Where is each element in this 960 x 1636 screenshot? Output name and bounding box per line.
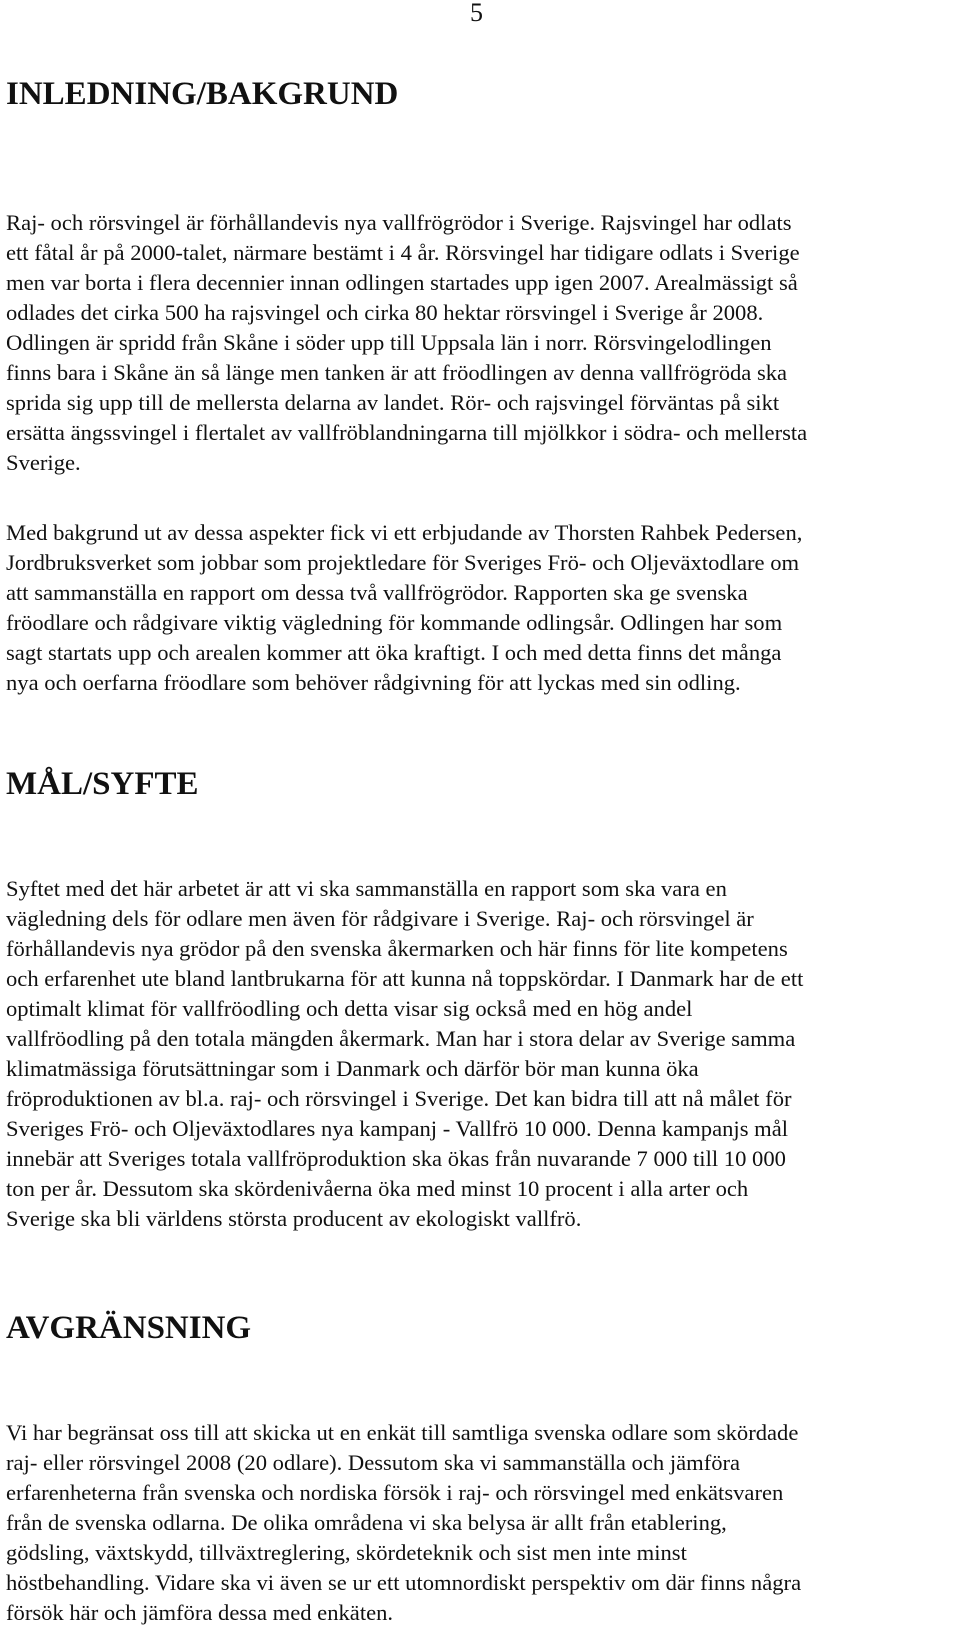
paragraph-text: Raj- och rörsvingel är förhållandevis nya vallfrögrödor i Sverige. Rajsvingel har odlats ett fåtal år på 2000-talet, närmare bestämt i 4 år. Rörsvingel har tidigare odlats i Sverige men var borta i flera decennier innan odlingen startades upp igen 2007. Arealmässigt så odlades det cirka 500 ha rajsvingel och cirka 80 hektar rörsvingel i Sverige år 2008. Odlingen är spridd från Skåne i söder upp till Uppsala län i norr. Rörsvingelodlingen finns bara i Skåne än så länge men tanken är att fröodlingen av denna vallfrögröda ska sprida sig upp till de mellersta delarna av landet. Rör- och rajsvingel förväntas på sikt ersätta ängssvingel i flertalet av vallfröblandningarna till mjölkkor i södra- och mellersta Sverige.: [6, 210, 808, 475]
section-heading-mal-syfte: [6, 764, 946, 804]
paragraph-text: Med bakgrund ut av dessa aspekter fick vi ett erbjudande av Thorsten Rahbek Pedersen, Jordbruksverket som jobbar som projektledare för Sveriges Frö- och Oljeväxtodlare om att sammanställa en rapport om dessa två vallfrögrödor. Rapporten ska ge svenska fröodlare och rådgivare viktig vägledning för kommande odlingsår. Odlingen har som sagt startats upp och arealen kommer att öka kraftigt. I och med detta finns det många nya och oerfarna fröodlare som behöver rådgivning för att lyckas med sin odling.: [6, 520, 803, 695]
heading-inledning-bakgrund: INLEDNING/BAKGRUND: [6, 76, 399, 112]
paragraph-syfte: [6, 874, 946, 1234]
paragraph-bakgrund-2: [6, 518, 946, 698]
paragraph-text: Vi har begränsat oss till att skicka ut en enkät till samtliga svenska odlare som skördade raj- eller rörsvingel 2008 (20 odlare). Dessutom ska vi sammanställa och jämföra erfarenheterna från svenska och nordiska försök i raj- och rörsvingel med enkätsvaren från de svenska odlarna. De olika områdena vi ska belysa är allt från etablering, gödsling, växtskydd, tillväxtreglering, skördeteknik och sist men inte minst höstbehandling. Vidare ska vi även se ur ett utomnordiskt perspektiv om där finns några försök här och jämföra dessa med enkäten.: [6, 1420, 802, 1625]
paragraph-avgransning: [6, 1418, 946, 1628]
heading-mal-syfte: MÅL/SYFTE: [6, 766, 199, 802]
section-heading-inledning: [6, 74, 946, 114]
section-heading-avgransning: [6, 1308, 946, 1348]
paragraph-text: Syftet med det här arbetet är att vi ska sammanställa en rapport som ska vara en vägledning dels för odlare men även för rådgivare i Sverige. Raj- och rörsvingel är förhållandevis nya grödor på den svenska åkermarken och här finns för lite kompetens och erfarenhet ute bland lantbrukarna för att kunna nå toppskördar. I Danmark har de ett optimalt klimat för vallfröodling och detta visar sig också med en hög andel vallfröodling på den totala mängden åkermark. Man har i stora delar av Sverige samma klimatmässiga förutsättningar som i Danmark och därför bör man kunna öka fröproduktionen av bl.a. raj- och rörsvingel i Sverige. Det kan bidra till att nå målet för Sveriges Frö- och Oljeväxtodlares nya kampanj - Vallfrö 10 000. Denna kampanjs mål innebär att Sveriges totala vallfröproduktion ska ökas från nuvarande 7 000 till 10 000 ton per år. Dessutom ska skördenivåerna öka med minst 10 procent i alla arter och Sverige ska bli världens största producent av ekologiskt vallfrö.: [6, 876, 804, 1231]
paragraph-bakgrund-1: [6, 208, 946, 478]
page-number: 5: [470, 0, 483, 27]
heading-avgransning: AVGRÄNSNING: [6, 1310, 252, 1346]
